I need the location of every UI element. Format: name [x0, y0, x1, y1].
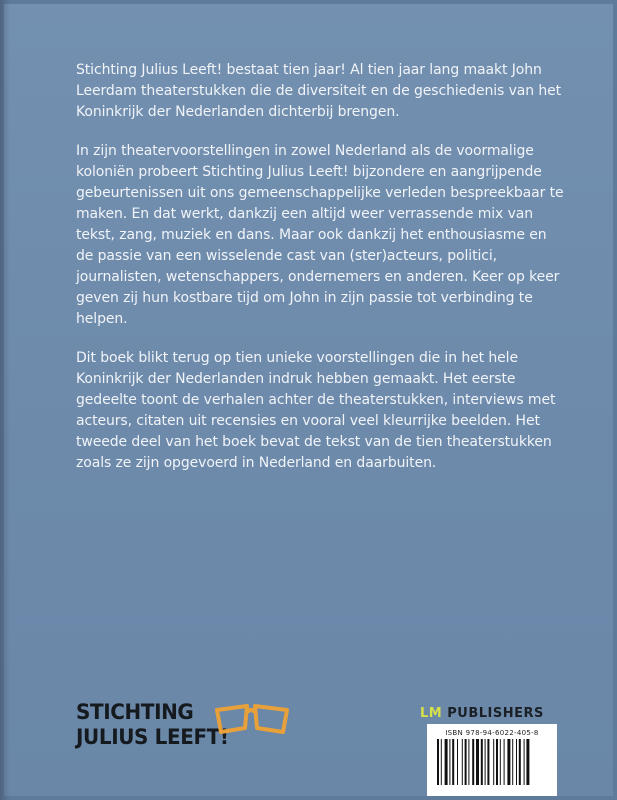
- blurb-text: [76, 60, 564, 492]
- barcode: [427, 724, 557, 796]
- publisher-name: PUBLISHERS: [447, 706, 544, 721]
- publisher-lm: LM: [420, 706, 443, 721]
- publisher-logo: [420, 706, 544, 721]
- logo-line-1: STICHTING: [76, 700, 194, 724]
- glasses-icon: [213, 702, 291, 738]
- stichting-julius-leeft-logo: [76, 700, 296, 770]
- spine-shadow: [0, 0, 10, 800]
- blurb-paragraph-3: Dit boek blikt terug op tien unieke voorstellingen die in het hele Koninkrijk der Nederlanden indruk hebben gemaakt. Het eerste gedeelte toont de verhalen achter de theaterstukken, interviews met acteurs, citaten uit recensies en vooral veel kleurrijke beelden. Het tweede deel van het boek bevat de tekst van de tien theaterstukken zoals ze zijn opgevoerd in Nederland en daarbuiten.: [76, 350, 556, 471]
- isbn-text: ISBN 978-94-6022-405-8: [445, 729, 539, 737]
- blurb-paragraph-1: Stichting Julius Leeft! bestaat tien jaar! Al tien jaar lang maakt John Leerdam theaterstukken die de diversiteit en de geschiedenis van het Koninkrijk der Nederlanden dichterbij brengen.: [76, 62, 562, 120]
- logo-line-2: JULIUS LEEFT!: [76, 725, 229, 749]
- blurb-paragraph-2: In zijn theatervoorstellingen in zowel Nederland als de voormalige koloniën probeert Stichting Julius Leeft! bijzondere en aangrijpende gebeurtenissen uit ons gemeenschappelijke verleden bespreekbaar te maken. En dat werkt, dankzij een altijd weer verrassende mix van tekst, zang, muziek en dans. Maar ook dankzij het enthousiasme en de passie van een wisselende cast van (ster)acteurs, politici, journalisten, wetenschappers, ondernemers en anderen. Keer op keer geven zij hun kostbare tijd om John in zijn passie tot verbinding te helpen.: [76, 143, 564, 327]
- barcode-bars: [435, 739, 549, 785]
